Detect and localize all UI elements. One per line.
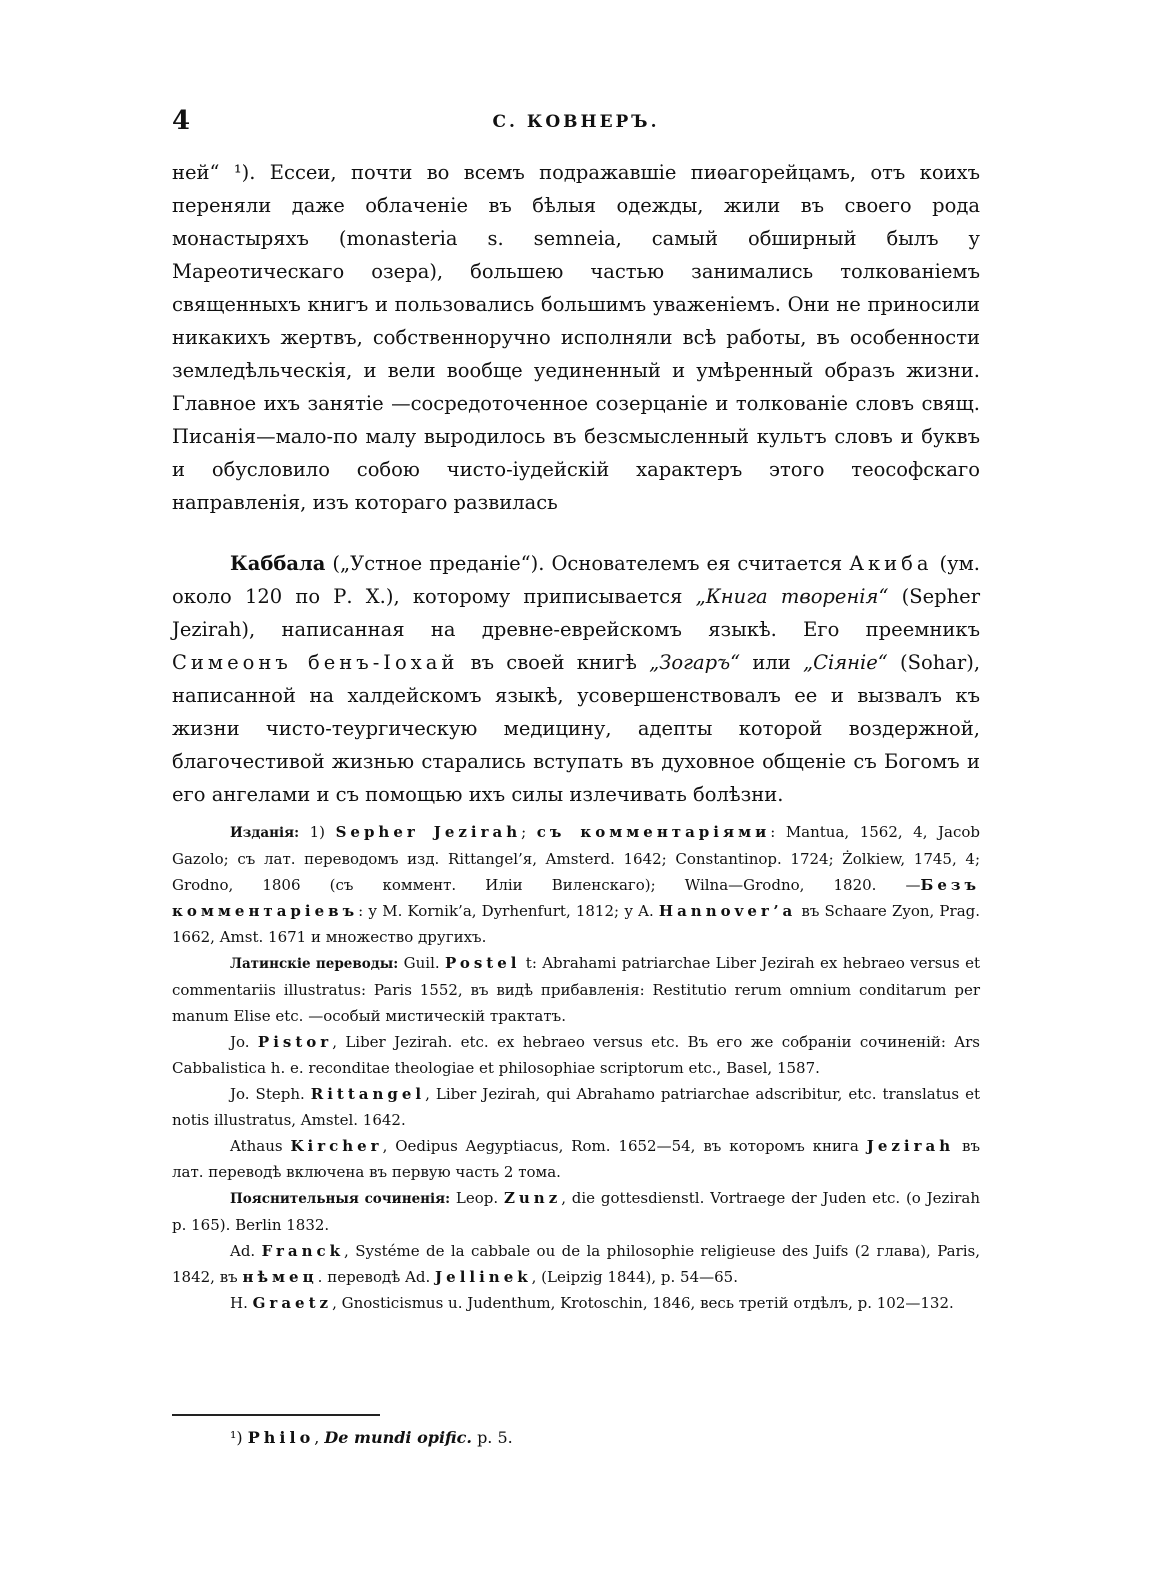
footnote-rule — [172, 1414, 380, 1416]
footnote-title: De mundi opific. — [324, 1428, 472, 1447]
paragraph-kabbalah: Каббала („Устное преданiе“). Основателемъ ея считается Акиба (ум. около 120 по Р. Х.), которому приписывается „Книга творенiя“ (Sepher Jezirah), написанная на древне-еврейскомъ языкѣ. Его преемникъ Симеонъ бенъ-Iохай въ своей книгѣ „Зогаръ“ или „Сiянiе“ (Sohar), написанной на халдейскомъ языкѣ, усовершенствовалъ ее и вызвалъ къ жизни чисто-теургическую медицину, адепты которой воздержной, благочестивой жизнью старались вступать въ духовное общенiе съ Богомъ и его ангелами и съ помощью ихъ силы излечивать болѣзни. — [172, 552, 981, 806]
main-text — [172, 156, 980, 811]
running-head: С. КОВНЕРЪ. — [492, 112, 660, 132]
biblio-editions: Изданiя: 1) Sepher Jezirah; съ комментарiями: Mantua, 1562, 4, Jacob Gazolo; съ лат. переводомъ изд. Rittangel’я, Amsterd. 1642; Constantinop. 1724; Żolkiew, 1745, 4; Grodno, 1806 (съ коммент. Илiи Виленскаго); Wilna—Grodno, 1820. —Безъ комментарiевъ: у M. Kornik’a, Dyrhenfurt, 1812; у A. Hannover’a въ Schaare Zyon, Prag. 1662, Amst. 1671 и множество другихъ. — [172, 823, 981, 946]
footnote-page: p. 5. — [477, 1428, 513, 1447]
biblio-latin-translations: Латинскiе переводы: Guil. Postel t: Abrahami patriarchae Liber Jezirah ex hebraeo versus et commentariis illustratus: Paris 1552, въ видѣ прибавленiя: Restitutio rerum omnium conditarum per manum Elise etc. —особый мистическiй трактатъ. — [172, 954, 980, 1025]
biblio-kircher: Athaus Kircher, Oedipus Aegyptiacus, Rom. 1652—54, въ которомъ книга Jezirah въ лат. переводѣ включена въ первую часть 2 тома. — [172, 1137, 980, 1181]
biblio-graetz: H. Graetz, Gnosticismus u. Judenthum, Krotoschin, 1846, весь третiй отдѣлъ, p. 102—132. — [230, 1294, 954, 1312]
biblio-franck: Ad. Franck, Systéme de la cabbale ou de la philosophie religieuse des Juifs (2 глава), Paris, 1842, въ нѣмец. переводѣ Ad. Jellinek, (Leipzig 1844), p. 54—65. — [172, 1242, 980, 1286]
paragraph-essenes: ней“ ¹). Ессеи, почти во всемъ подражавшiе пиѳагорейцамъ, отъ коихъ переняли даже облаченiе въ бѣлыя одежды, жили въ своего рода монастыряхъ (monasteria s. semneia, самый обширный былъ у Мареотическаго озера), большею частью занимались толкованiемъ священныхъ книгъ и пользовались большимъ уваженiемъ. Они не приносили никакихъ жертвъ, собственноручно исполняли всѣ работы, въ особенности земледѣльческiя, и вели вообще уединенный и умѣренный образъ жизни. Главное ихъ занятiе —сосредоточенное созерцанiе и толкованiе словъ свящ. Писанiя—мало-по малу выродилось въ безсмысленный культъ словъ и буквъ и обусловило собою чисто-iудейскiй характеръ этого теософскаго направленiя, изъ котораго развилась — [172, 161, 980, 514]
footnote: ¹) Philo, De mundi opific. p. 5. — [230, 1428, 513, 1447]
biblio-rittangel: Jo. Steph. Rittangel, Liber Jezirah, qui Abrahamo patriarchae adscribitur, etc. translatus et notis illustratus, Amstel. 1642. — [172, 1085, 980, 1129]
book-title-zohar: „Зогаръ“ — [649, 651, 741, 674]
bibliography — [172, 819, 980, 1316]
page-header — [172, 106, 980, 136]
book-title-creation: „Книга творенiя“ — [695, 585, 889, 608]
footnote-mark: ¹) — [230, 1428, 243, 1447]
name-akiba: Акиба — [849, 552, 933, 575]
footnote-author: Philo — [247, 1428, 315, 1447]
biblio-explanatory: Пояснительныя сочиненiя: Leop. Zunz, die gottesdienstl. Vortraege der Juden etc. (о Jezirah p. 165). Berlin 1832. — [172, 1189, 980, 1234]
term-kabbalah: Каббала — [230, 552, 326, 575]
page-number: 4 — [172, 106, 191, 136]
biblio-pistor: Jo. Pistor, Liber Jezirah. etc. ex hebraeo versus etc. Въ его же собранiи сочиненiй: Ars Cabbalistica h. e. reconditae theologiae et philosophiae scriptorum etc., Basel, 1587. — [172, 1033, 980, 1077]
name-simeon: Симеонъ бенъ-Iохай — [172, 651, 459, 674]
book-title-radiance: „Сiянiе“ — [802, 651, 888, 674]
